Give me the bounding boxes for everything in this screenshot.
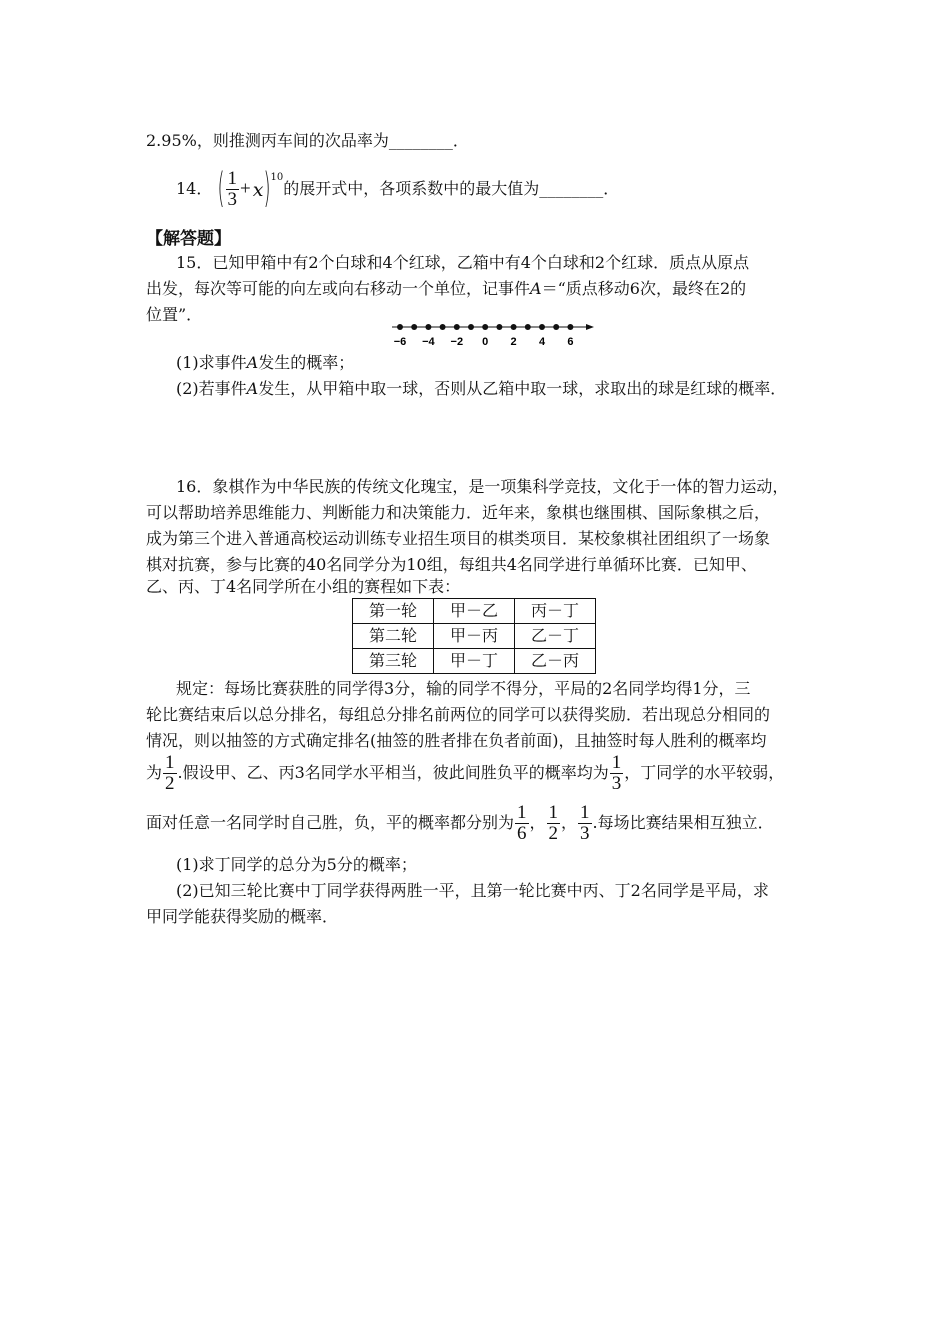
q16-line5: 乙、丙、丁4名同学所在小组的赛程如下表： [146,577,461,596]
number-line-dot [496,324,502,330]
right-paren: ) [263,164,271,213]
q15-line1: 15．已知甲箱中有2个白球和4个红球，乙箱中有4个白球和2个红球．质点从原点 [176,253,750,272]
number-line-label: 4 [538,336,546,348]
exponent: 10 [270,172,284,183]
q15-part1: (1)求事件A发生的概率； [176,353,355,372]
q14-number: 14． [176,179,213,198]
table-cell: 乙－丁 [515,624,596,649]
number-line [388,318,598,348]
q16-rule4: 为 $\frac{1}{2}$ .假设甲、乙、丙3名同学水平相当，彼此间胜负平的概率均为 $\frac{1}{3}$ ，丁同学的水平较弱， [146,752,785,794]
number-line-label: 0 [482,336,489,348]
number-line-dot [567,324,573,330]
table-row [353,599,596,624]
q16-rule3: 情况，则以抽签的方式确定排名(抽签的胜者排在负者前面)，且抽签时每人胜利的概率均 [146,731,767,750]
number-line-label: −2 [450,336,464,348]
left-paren: ( [217,164,225,213]
number-line-label: 2 [510,336,517,348]
q16-line2: 可以帮助培养思维能力、判断能力和决策能力．近年来，象棋也继围棋、国际象棋之后， [146,503,771,522]
fraction: $\frac{1}{2}$ [548,802,559,844]
table-row [353,649,596,674]
q16-rule1: 规定：每场比赛获胜的同学得3分，输的同学不得分，平局的2名同学均得1分，三 [176,679,751,698]
fraction: $\frac{1}{3}$ [580,802,590,844]
number-line-dot [539,324,545,330]
table-cell: 第一轮 [353,599,434,624]
q16-line3: 成为第三个进入普通高校运动训练专业招生项目的棋类项目．某校象棋社团组织了一场象 [146,529,771,548]
q16-part1: (1)求丁同学的总分为5分的概率； [176,855,417,874]
section-title: 【解答题】 [146,229,231,249]
fraction: $\frac{1}{3}$ [611,752,622,794]
number-line-dot [468,324,474,330]
table-cell: 乙－丙 [515,649,596,674]
q16-part2-line2: 甲同学能获得奖励的概率． [146,907,339,926]
table-cell: 甲－乙 [434,599,515,624]
fraction: $\frac{1}{2}$ [165,752,175,794]
number-line-dot [411,324,417,330]
q16-line4: 棋对抗赛，参与比赛的40名同学分为10组，每组共4名同学进行单循环比赛．已知甲、 [146,555,757,574]
table-row [353,624,596,649]
number-line-dot [482,324,488,330]
number-line-label: 6 [567,336,574,348]
q15-line3: 位置”． [146,305,203,324]
table-cell: 甲－丁 [434,649,515,674]
number-line-label: −4 [422,336,435,348]
table-cell: 丙－丁 [515,599,596,624]
plus-sign: + [240,178,251,200]
number-line-dot [525,324,531,330]
variable-x: x [252,178,264,201]
number-line-dot [553,324,559,330]
q13-tail: 2.95%，则推测丙车间的次品率为________． [146,131,469,150]
q14 [176,156,620,213]
q15-part2: (2)若事件A发生，从甲箱中取一球，否则从乙箱中取一球，求取出的球是红球的概率． [176,379,787,398]
number-line-dot [425,324,431,330]
fraction: $\frac{1}{6}$ [517,802,527,844]
q14-fraction: $\frac{1}{3}$ [227,168,237,210]
number-line-dot [397,324,403,330]
table-cell: 第二轮 [353,624,434,649]
q14-text: 的展开式中，各项系数中的最大值为________． [283,179,620,198]
number-line-dot [454,324,460,330]
q16-line1: 16．象棋作为中华民族的传统文化瑰宝，是一项集科学竞技，文化于一体的智力运动， [176,477,789,496]
q16-part2-line1: (2)已知三轮比赛中丁同学获得两胜一平，且第一轮比赛中丙、丁2名同学是平局，求 [176,881,769,900]
q16-rule2: 轮比赛结束后以总分排名，每组总分排名前两位的同学可以获得奖励．若出现总分相同的 [146,705,771,724]
q15-line2: 出发，每次等可能的向左或向右移动一个单位，记事件A＝“质点移动6次，最终在2的 [146,279,747,298]
number-line-label: −6 [393,336,407,348]
q16-rule5: 面对任意一名同学时自己胜，负，平的概率都分别为 $\frac{1}{6}$ ， $\frac{1}{2}$ ， $\frac{1}{3}$ .每场比赛结果相互独立． [146,802,774,844]
table-cell: 甲－丙 [434,624,515,649]
number-line-dot [511,324,517,330]
table-cell: 第三轮 [353,649,434,674]
arrow-icon [586,324,594,330]
number-line-dot [440,324,446,330]
schedule-table [352,598,596,674]
